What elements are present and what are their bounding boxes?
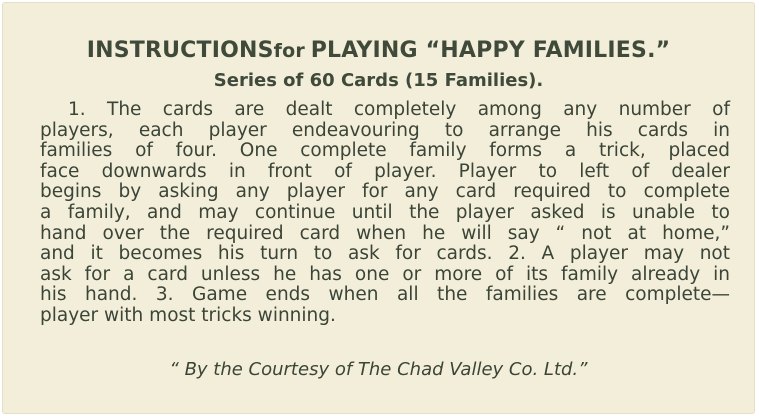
- instruction-line: ask for a card unless he has one or more of its family already in: [40, 263, 730, 285]
- title-playing-happy-families: PLAYING “HAPPY FAMILIES.”: [310, 38, 671, 63]
- title-for: for: [273, 40, 305, 62]
- courtesy-line: “ By the Courtesy of The Chad Valley Co. Ltd.”: [169, 359, 588, 380]
- card-title: [2, 38, 755, 63]
- title-instructions: INSTRUCTIONS: [86, 38, 274, 63]
- instruction-line: his hand. 3. Game ends when all the families are complete—: [40, 284, 730, 306]
- instruction-line: begins by asking any player for any card required to complete: [40, 181, 730, 203]
- card-subtitle: Series of 60 Cards (15 Families).: [213, 70, 544, 91]
- instruction-line: player with most tricks winning.: [40, 304, 336, 326]
- instruction-line: 1. The cards are dealt completely among any number of: [68, 99, 730, 120]
- instruction-line: players, each player endeavouring to arrange his cards in: [40, 119, 730, 141]
- instruction-line: hand over the required card when he will say “ not at home,”: [40, 222, 730, 244]
- instruction-line: face downwards in front of player. Player to left of dealer: [40, 160, 730, 182]
- instruction-line: families of four. One complete family forms a trick, placed: [40, 140, 730, 162]
- instruction-card: [2, 2, 755, 414]
- instruction-line: a family, and may continue until the player asked is unable to: [40, 201, 730, 223]
- instruction-line: and it becomes his turn to ask for cards. 2. A player may not: [40, 243, 730, 265]
- instructions-text: [40, 100, 730, 327]
